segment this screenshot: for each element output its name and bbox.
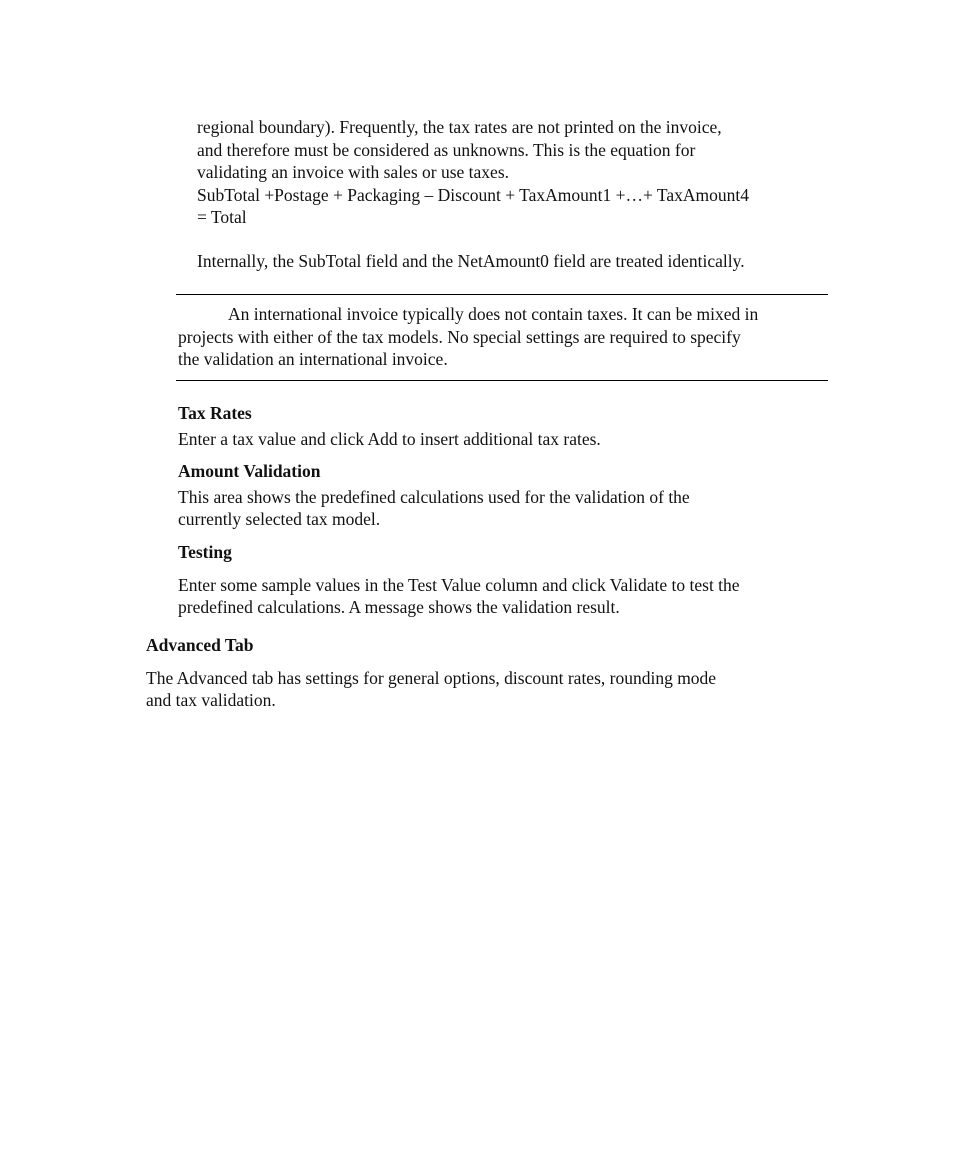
intro-paragraph <box>197 116 749 229</box>
note-box <box>178 303 758 371</box>
intro-line: and therefore must be considered as unknowns. This is the equation for <box>197 139 696 160</box>
equation-line: = Total <box>197 207 247 227</box>
testing-line: predefined calculations. A message shows the validation result. <box>178 597 620 617</box>
tax-rates-section <box>178 402 601 450</box>
intro-line: regional boundary). Frequently, the tax rates are not printed on the invoice, <box>197 117 722 137</box>
amount-validation-section <box>178 460 690 531</box>
advanced-tab-line: The Advanced tab has settings for general options, discount rates, rounding mode <box>146 667 717 688</box>
amount-validation-line: This area shows the predefined calculations used for the validation of the <box>178 486 690 507</box>
note-line: An international invoice typically does not contain taxes. It can be mixed in <box>228 304 759 324</box>
internal-note-paragraph <box>197 250 745 273</box>
note-line: the validation an international invoice. <box>178 349 448 369</box>
amount-validation-heading: Amount Validation <box>178 461 321 481</box>
note-top-rule <box>176 294 828 295</box>
advanced-tab-heading: Advanced Tab <box>146 635 254 655</box>
tax-rates-text: Enter a tax value and click Add to insert additional tax rates. <box>178 428 601 449</box>
testing-line: Enter some sample values in the Test Value column and click Validate to test the <box>178 574 740 595</box>
note-line: projects with either of the tax models. No special settings are required to specify <box>178 326 741 347</box>
tax-rates-heading: Tax Rates <box>178 403 252 423</box>
testing-heading: Testing <box>178 542 232 562</box>
amount-validation-line: currently selected tax model. <box>178 509 381 529</box>
intro-line: validating an invoice with sales or use taxes. <box>197 162 510 182</box>
equation-line: SubTotal +Postage + Packaging – Discount + TaxAmount1 +…+ TaxAmount4 <box>197 184 750 205</box>
internal-note: Internally, the SubTotal field and the NetAmount0 field are treated identically. <box>197 251 745 271</box>
note-bottom-rule <box>176 380 828 381</box>
testing-section <box>178 541 740 619</box>
advanced-tab-line: and tax validation. <box>146 690 276 710</box>
advanced-tab-section <box>146 634 716 712</box>
